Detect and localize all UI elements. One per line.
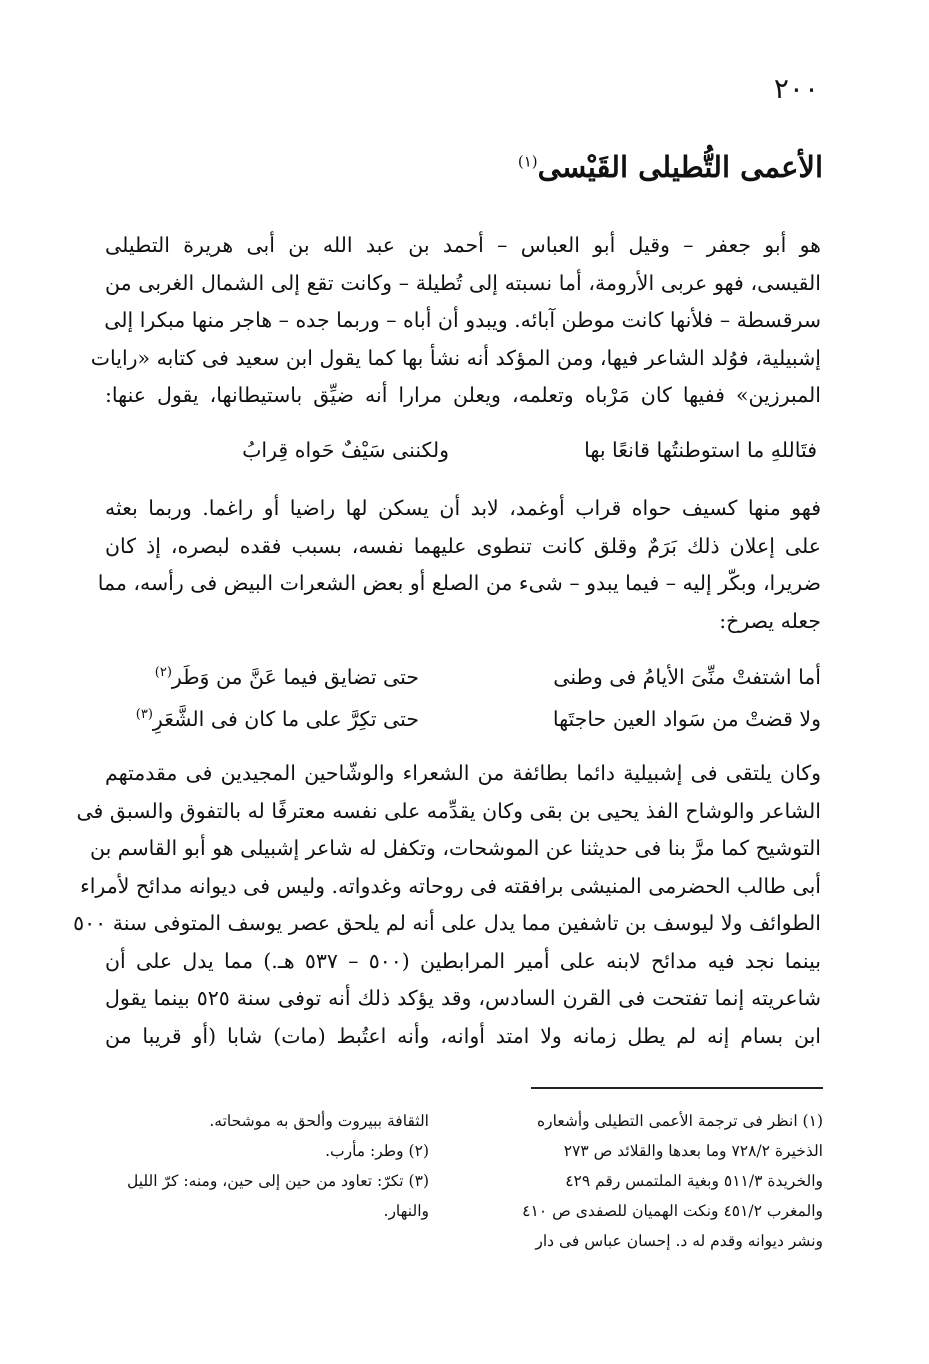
verse-2-second-text: حتى تضايق فيما عَنَّ من وَطَر bbox=[171, 665, 419, 689]
verse-3-second-text: حتى تكِرَّ على ما كان فى الشَّعَرِ bbox=[152, 707, 419, 731]
paragraph-line: على إعلان ذلك بَرَمٌ وقلق كانت تنطوى عليهما نفسه، بسبب فقده لبصره، إذ كان bbox=[105, 533, 821, 558]
footnotes-right-column bbox=[487, 1106, 823, 1256]
paragraph-3 bbox=[73, 755, 821, 1055]
paragraph-line: جعله يصرخ: bbox=[719, 608, 821, 633]
paragraph-line: المبرزين» ففيها كان مَرْباه وتعلمه، ويعلن مرارا أنه ضيِّق باستيطانها، يقول عنها: bbox=[105, 383, 821, 407]
footnote-line: الثقافة ببيروت وألحق به موشحاته. bbox=[209, 1112, 429, 1130]
footnote-line: (٣) تكرّ: تعاود من حين إلى حين، ومنه: كرّ الليل bbox=[126, 1172, 429, 1190]
paragraph-line: ضريرا، وبكّر إليه – فيما يبدو – شىء من الصلع أو بعض الشعرات البيض فى رأسه، مما bbox=[97, 571, 821, 595]
paragraph-line: هو أبو جعفر – وقيل أبو العباس – أحمد بن عبد الله بن أبى هريرة التطيلى bbox=[105, 233, 821, 257]
verse-2-second-hemistich bbox=[155, 665, 419, 689]
heading-title: الأعمى التُّطيلى القَيْسى bbox=[537, 150, 823, 184]
heading-footnote-ref: (١) bbox=[517, 152, 538, 171]
footnote-line: والمغرب ٤٥١/٢ ونكت الهميان للصفدى ص ٤١٠ bbox=[522, 1202, 823, 1220]
footnote-divider bbox=[531, 1087, 823, 1089]
footnotes-left-column bbox=[94, 1106, 429, 1226]
verse-1-first-hemistich: فتَاللهِ ما استوطنتُها قانعًا بها bbox=[584, 438, 817, 462]
verse-2-footnote-ref: (٢) bbox=[154, 665, 172, 681]
page-number: ٢٠٠ bbox=[773, 72, 819, 105]
paragraph-line: ابن بسام إنه لم يطل زمانه ولا امتد أوانه، وأنه اعتُبط (مات) شابا (أو قريبا من bbox=[105, 1023, 821, 1048]
footnote-line: والنهار. bbox=[383, 1202, 429, 1220]
paragraph-line: الشاعر والوشاح الفذ يحيى بن بقى وكان يقدِّمه على نفسه معترفًا له بالتفوق والسبق فى bbox=[76, 798, 821, 823]
verse-2-first-hemistich: أما اشتفتْ منِّىَ الأيامُ فى وطنى bbox=[553, 665, 821, 689]
paragraph-line: شاعريته إنما تفتحت فى القرن السادس، وقد يؤكد ذلك أنه توفى سنة ٥٢٥ بينما يقول bbox=[105, 986, 821, 1010]
paragraph-2 bbox=[97, 490, 821, 640]
paragraph-1 bbox=[90, 227, 821, 415]
paragraph-line: القيسى، فهو عربى الأرومة، أما نسبته إلى تُطيلة – وكانت تقع إلى الشمال الغربى من bbox=[105, 270, 821, 295]
section-heading bbox=[518, 150, 823, 184]
paragraph-line: أبى طالب الحضرمى المنيشى برافقته فى روحاته وغدواته. وليس فى ديوانه مدائح لأمراء bbox=[80, 873, 821, 898]
footnote-line: والخريدة ٥١١/٣ وبغية الملتمس رقم ٤٢٩ bbox=[565, 1172, 823, 1190]
verse-3-second-hemistich bbox=[136, 707, 419, 731]
paragraph-line: التوشيح كما مرَّ بنا فى حديثنا عن الموشحات، وتكفل له شاعر إشبيلى هو أبو القاسم بن bbox=[89, 836, 821, 860]
paragraph-line: وكان يلتقى فى إشبيلية دائما بطائفة من الشعراء والوشّاحين المجيدين فى مقدمتهم bbox=[105, 761, 821, 785]
paragraph-line: سرقسطة – فلأنها كانت موطن آبائه. ويبدو أن أباه – وربما جده – هاجر منها مبكرا إلى bbox=[104, 308, 821, 332]
verse-1-second-hemistich: ولكننى سَيْفٌ حَواه قِرابُ bbox=[242, 438, 449, 462]
paragraph-line: الطوائف ولا ليوسف بن تاشفين مما يدل على أنه لم يلحق عصر يوسف المتوفى سنة ٥٠٠ bbox=[73, 911, 821, 935]
footnote-line: الذخيرة ٧٢٨/٢ وما بعدها والقلائد ص ٢٧٣ bbox=[563, 1142, 823, 1160]
footnote-line: (١) انظر فى ترجمة الأعمى التطيلى وأشعاره bbox=[537, 1112, 823, 1130]
footnote-line: (٢) وطر: مأرب. bbox=[325, 1142, 429, 1160]
footnote-line: ونشر ديوانه وقدم له د. إحسان عباس فى دار bbox=[535, 1232, 823, 1250]
paragraph-line: إشبيلية، فوُلد الشاعر فيها، ومن المؤكد أنه نشأ بها كما يقول ابن سعيد فى كتابه «رايات bbox=[90, 345, 821, 370]
paragraph-line: فهو منها كسيف حواه قراب أوغمد، لابد أن يسكن لها راضيا أو راغما. وربما بعثه bbox=[105, 496, 821, 520]
verse-3-footnote-ref: (٣) bbox=[135, 707, 153, 723]
verse-3-first-hemistich: ولا قضتْ من سَواد العين حاجتَها bbox=[552, 707, 821, 731]
paragraph-line: بينما نجد فيه مدائح لابنه على أمير المرابطين (٥٠٠ – ٥٣٧ هـ.) مما يدل على أن bbox=[105, 948, 821, 973]
